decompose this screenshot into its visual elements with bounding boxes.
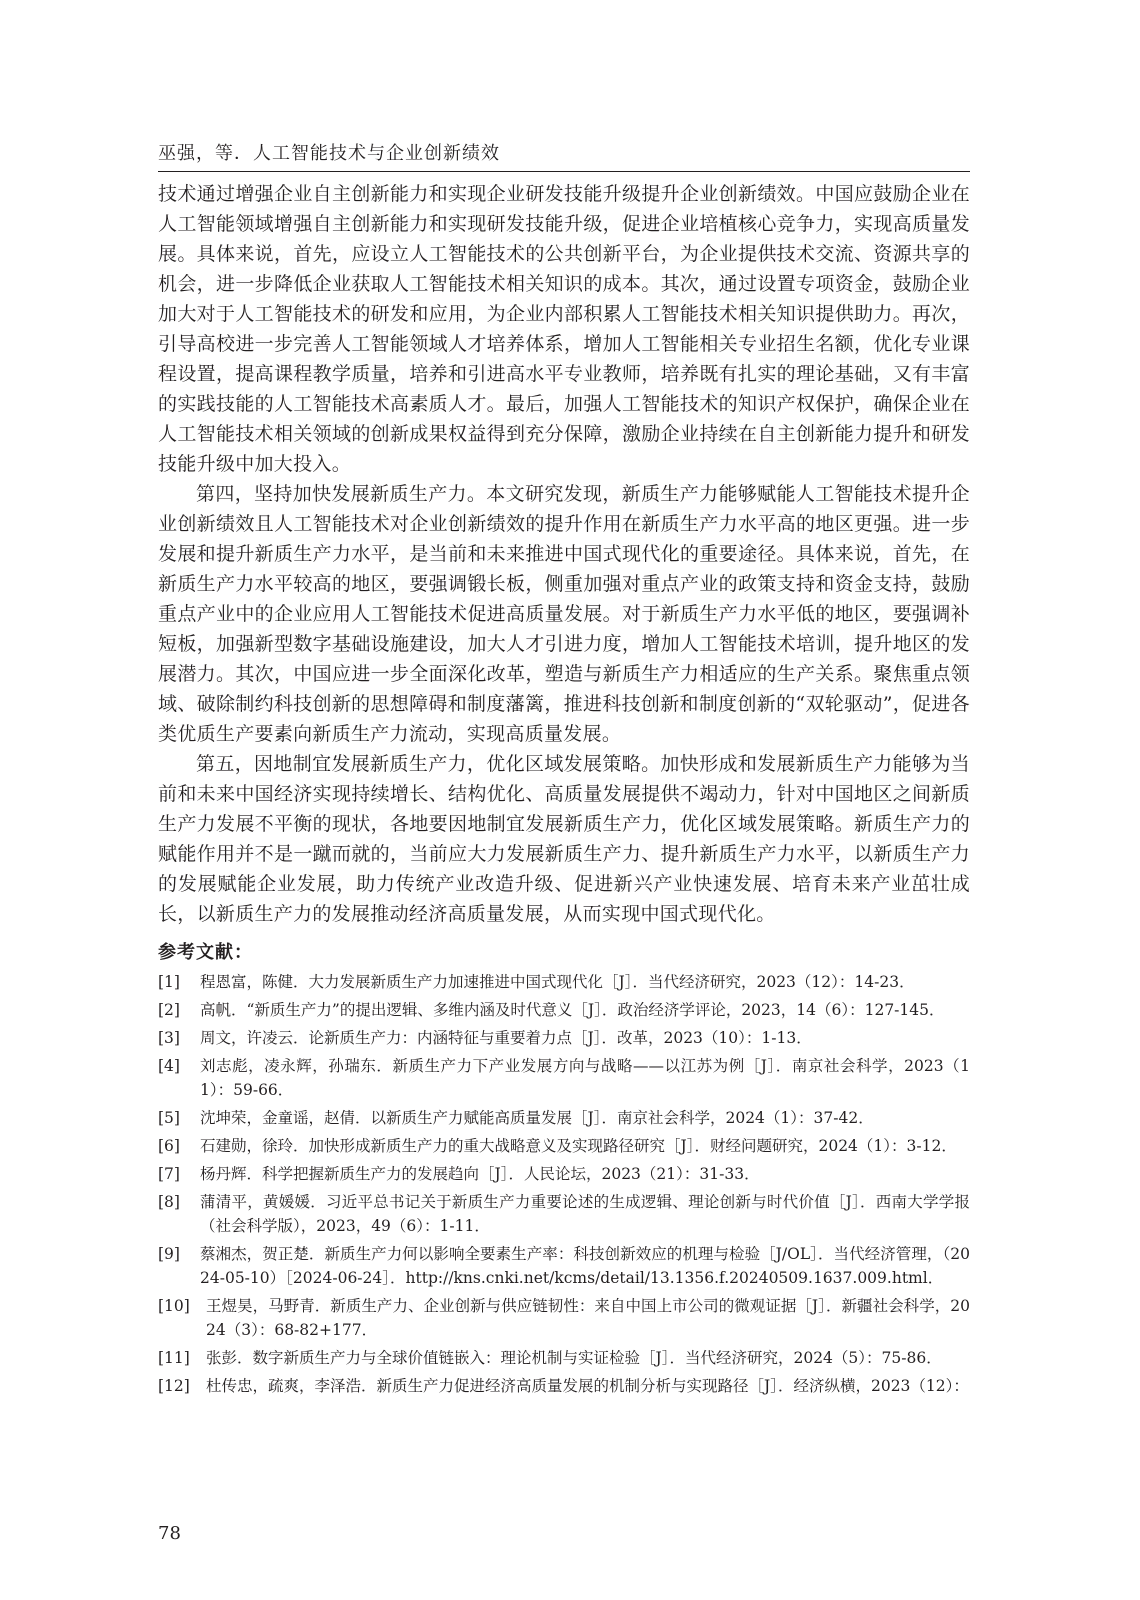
reference-text: 石建勋，徐玲．加快形成新质生产力的重大战略意义及实现路径研究［J］．财经问题研究，2024（1）：3-12． xyxy=(200,1137,957,1155)
reference-number: [3] xyxy=(158,1029,180,1047)
reference-item xyxy=(158,998,970,1022)
reference-number: [12] xyxy=(158,1377,190,1395)
reference-number: [7] xyxy=(158,1165,180,1183)
running-header: 巫强，等．人工智能技术与企业创新绩效 xyxy=(158,143,500,164)
page-number: 78 xyxy=(158,1523,181,1544)
reference-number: [11] xyxy=(158,1349,190,1367)
reference-text: 沈坤荣，金童谣，赵倩．以新质生产力赋能高质量发展［J］．南京社会科学，2024（1）：37-42． xyxy=(200,1109,874,1127)
reference-text: 杜传忠，疏爽，李泽浩．新质生产力促进经济高质量发展的机制分析与实现路径［J］．经济纵横，2023（12）： xyxy=(206,1377,969,1395)
reference-item xyxy=(158,1106,970,1130)
reference-number: [1] xyxy=(158,973,180,991)
reference-item xyxy=(158,1346,970,1370)
reference-item xyxy=(158,1134,970,1158)
reference-text: 程恩富，陈健．大力发展新质生产力加速推进中国式现代化［J］．当代经济研究，2023（12）：14-23． xyxy=(200,973,915,991)
reference-item xyxy=(158,1242,970,1290)
reference-number: [6] xyxy=(158,1137,180,1155)
body-paragraph: 第五，因地制宜发展新质生产力，优化区域发展策略。加快形成和发展新质生产力能够为当前和未来中国经济实现持续增长、结构优化、高质量发展提供不竭动力，针对中国地区之间新质生产力发展不平衡的现状，各地要因地制宜发展新质生产力，优化区域发展策略。新质生产力的赋能作用并不是一蹴而就的，当前应大力发展新质生产力、提升新质生产力水平，以新质生产力的发展赋能企业发展，助力传统产业改造升级、促进新兴产业快速发展、培育未来产业茁壮成长，以新质生产力的发展推动经济高质量发展，从而实现中国式现代化。 xyxy=(158,753,970,925)
reference-text: 杨丹辉．科学把握新质生产力的发展趋向［J］．人民论坛，2023（21）：31-33． xyxy=(200,1165,760,1183)
header-rule xyxy=(158,171,970,172)
body-paragraph: 第四，坚持加快发展新质生产力。本文研究发现，新质生产力能够赋能人工智能技术提升企业创新绩效且人工智能技术对企业创新绩效的提升作用在新质生产力水平高的地区更强。进一步发展和提升新质生产力水平，是当前和未来推进中国式现代化的重要途径。具体来说，首先，在新质生产力水平较高的地区，要强调锻长板，侧重加强对重点产业的政策支持和资金支持，鼓励重点产业中的企业应用人工智能技术促进高质量发展。对于新质生产力水平低的地区，要强调补短板，加强新型数字基础设施建设，加大人才引进力度，增加人工智能技术培训，提升地区的发展潜力。其次，中国应进一步全面深化改革，塑造与新质生产力相适应的生产关系。聚焦重点领域、破除制约科技创新的思想障碍和制度藩篱，推进科技创新和制度创新的“双轮驱动”，促进各类优质生产要素向新质生产力流动，实现高质量发展。 xyxy=(158,483,970,745)
reference-number: [10] xyxy=(158,1297,190,1315)
reference-text: 王煜昊，马野青．新质生产力、企业创新与供应链韧性：来自中国上市公司的微观证据［J］．新疆社会科学，2024（3）：68-82+177． xyxy=(206,1297,970,1339)
body-paragraph: 技术通过增强企业自主创新能力和实现企业研发技能升级提升企业创新绩效。中国应鼓励企业在人工智能领域增强自主创新能力和实现研发技能升级，促进企业培植核心竞争力，实现高质量发展。具体来说，首先，应设立人工智能技术的公共创新平台，为企业提供技术交流、资源共享的机会，进一步降低企业获取人工智能技术相关知识的成本。其次，通过设置专项资金，鼓励企业加大对于人工智能技术的研发和应用，为企业内部积累人工智能技术相关知识提供助力。再次，引导高校进一步完善人工智能领域人才培养体系，增加人工智能相关专业招生名额，优化专业课程设置，提高课程教学质量，培养和引进高水平专业教师，培养既有扎实的理论基础，又有丰富的实践技能的人工智能技术高素质人才。最后，加强人工智能技术的知识产权保护，确保企业在人工智能技术相关领域的创新成果权益得到充分保障，激励企业持续在自主创新能力提升和研发技能升级中加大投入。 xyxy=(158,183,970,475)
reference-number: [9] xyxy=(158,1245,180,1263)
reference-number: [2] xyxy=(158,1001,180,1019)
reference-number: [4] xyxy=(158,1057,180,1075)
reference-item xyxy=(158,1162,970,1186)
reference-text: 蒲清平，黄媛媛．习近平总书记关于新质生产力重要论述的生成逻辑、理论创新与时代价值［J］．西南大学学报（社会科学版），2023，49（6）：1-11． xyxy=(200,1193,970,1235)
reference-item xyxy=(158,970,970,994)
reference-item xyxy=(158,1294,970,1342)
reference-item xyxy=(158,1054,970,1102)
article-body xyxy=(158,179,970,929)
reference-number: [8] xyxy=(158,1193,180,1211)
reference-text: 周文，许凌云．论新质生产力：内涵特征与重要着力点［J］．改革，2023（10）：1-13． xyxy=(200,1029,812,1047)
reference-text: 蔡湘杰，贺正楚．新质生产力何以影响全要素生产率：科技创新效应的机理与检验［J/OL］．当代经济管理，（2024-05-10）［2024-06-24］．http://kns.cnki.net/kcms/detail/13.1356.f.20240509.1637.009.html． xyxy=(200,1245,970,1287)
reference-item xyxy=(158,1026,970,1050)
reference-text: 刘志彪，凌永辉，孙瑞东．新质生产力下产业发展方向与战略——以江苏为例［J］．南京社会科学，2023（11）：59-66． xyxy=(200,1057,970,1099)
reference-list xyxy=(158,970,970,1402)
references-heading: 参考文献： xyxy=(158,942,253,963)
reference-item xyxy=(158,1190,970,1238)
reference-number: [5] xyxy=(158,1109,180,1127)
reference-text: 高帆．“新质生产力”的提出逻辑、多维内涵及时代意义［J］．政治经济学评论，2023，14（6）：127-145． xyxy=(200,1001,945,1019)
reference-item xyxy=(158,1374,970,1398)
reference-text: 张彭．数字新质生产力与全球价值链嵌入：理论机制与实证检验［J］．当代经济研究，2024（5）：75-86． xyxy=(206,1349,942,1367)
